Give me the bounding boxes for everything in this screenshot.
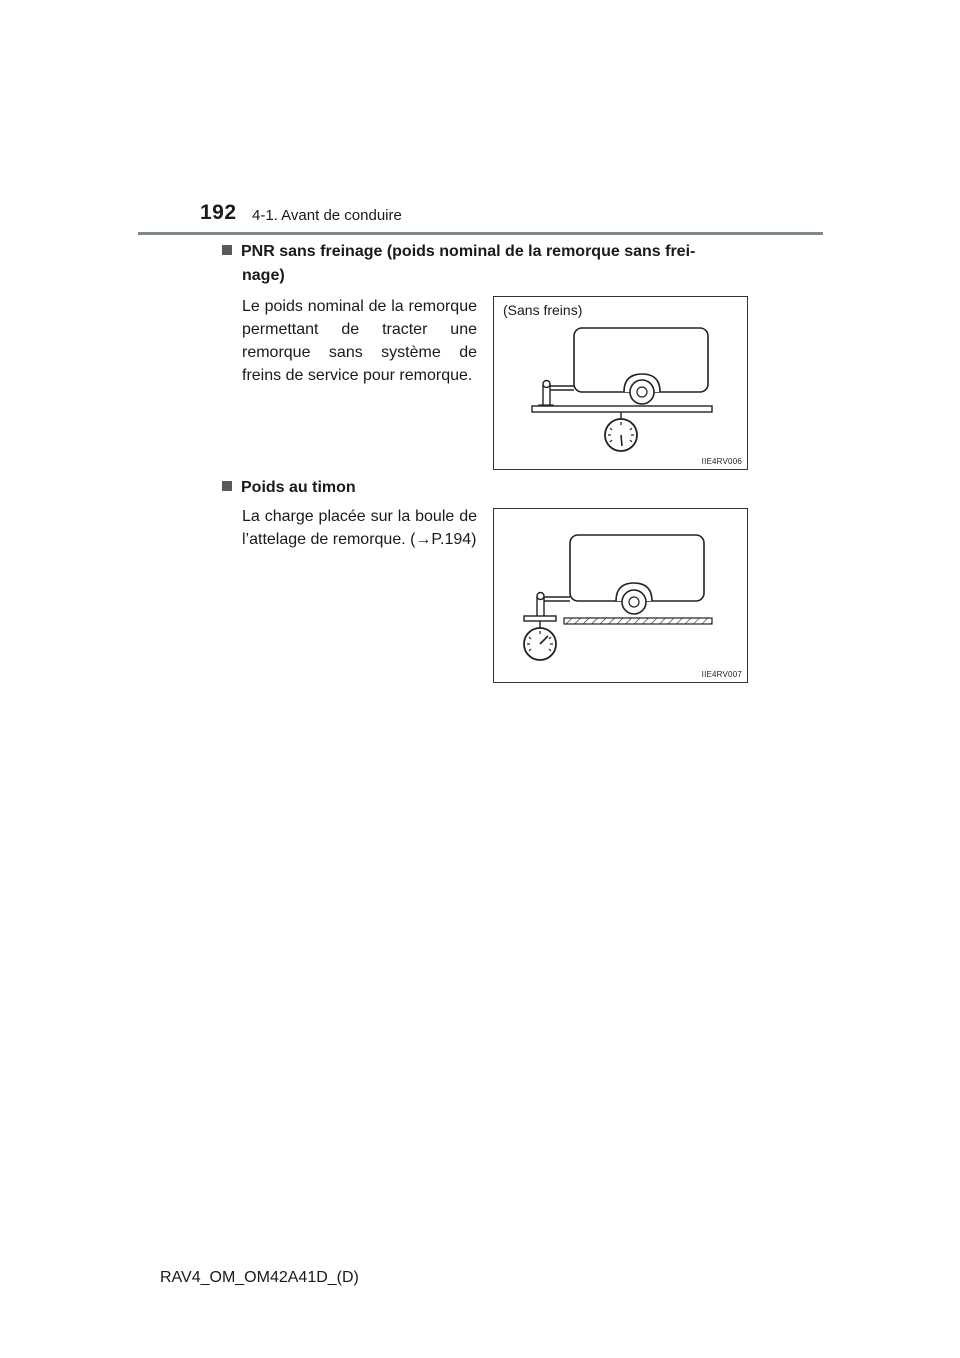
body-text-tongue-weight: La charge placée sur la boule de l’attelage de remorque. (→P.194) <box>242 508 477 548</box>
square-bullet-icon <box>222 481 232 491</box>
section-label: 4-1. Avant de conduire <box>252 207 402 224</box>
header-rule <box>138 232 823 235</box>
heading-line-2: nage) <box>242 267 285 284</box>
page-number: 192 <box>200 201 237 224</box>
figure-tongue-weight <box>493 508 748 683</box>
figure-trailer-no-brakes <box>493 296 748 470</box>
tongue-weight-illustration <box>494 509 747 682</box>
square-bullet-icon <box>222 245 232 255</box>
heading-line-1: PNR sans freinage (poids nominal de la remorque sans frei- <box>241 243 696 260</box>
section-heading-tongue-weight <box>222 476 356 500</box>
heading-text: Poids au timon <box>241 479 356 496</box>
trailer-wheel <box>630 380 654 404</box>
scale-platform <box>532 406 712 412</box>
figure-code: IIE4RV006 <box>701 457 742 466</box>
support-post <box>543 385 550 407</box>
section-heading-pnr <box>222 240 757 288</box>
ground-hatched <box>564 618 712 624</box>
scale-plate <box>524 616 556 621</box>
figure-code: IIE4RV007 <box>701 670 742 679</box>
body-text-pnr: Le poids nominal de la remorque permettant de tracter une remorque sans système de freins de service pour remorque. <box>242 298 477 384</box>
figure-caption: (Sans freins) <box>503 302 583 318</box>
gauge-needle <box>621 435 622 446</box>
footer-doc-code: RAV4_OM_OM42A41D_(D) <box>160 1269 359 1286</box>
trailer-on-scale-illustration <box>494 297 747 469</box>
trailer-wheel <box>622 590 646 614</box>
